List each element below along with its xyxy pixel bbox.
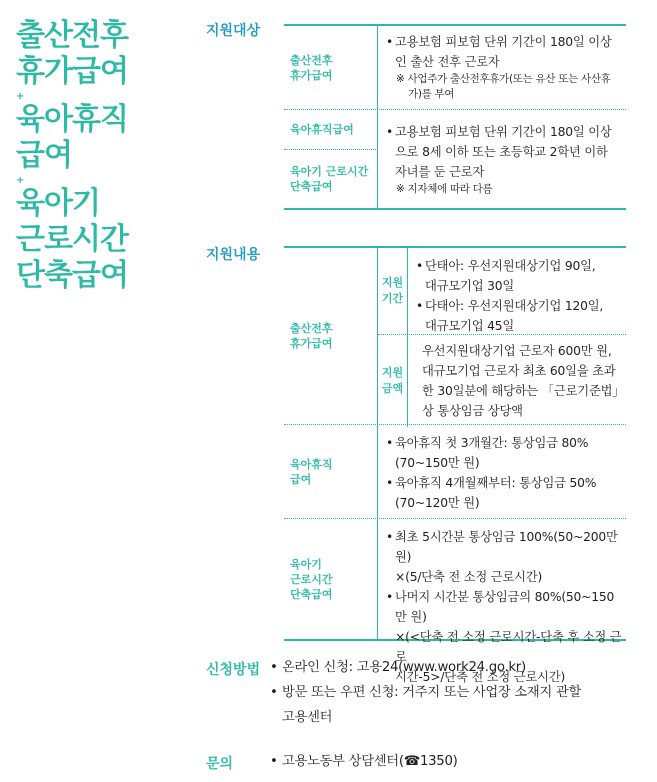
row-category: 출산전후 휴가급여 xyxy=(284,248,378,424)
amount-label: 지원 금액 xyxy=(378,335,408,427)
row-category: 육아기 근로시간 단축급여 xyxy=(284,519,378,639)
sub-row xyxy=(378,335,626,427)
row-category: 육아휴직 급여 xyxy=(284,425,378,518)
row-body: • 육아휴직 첫 3개월간: 통상임금 80% (70~150만 원) • 육아휴직 4개월째부터: 통상임금 50% (70~120만 원) xyxy=(386,436,597,510)
title-line: 단축급여 xyxy=(16,258,128,293)
title-plus: + xyxy=(16,175,24,186)
apply-body: • 온라인 신청: 고용24(www.work24.go.kr) • 방문 또는 우편 신청: 거주지 또는 사업장 소재지 관할 고용센터 xyxy=(270,660,582,725)
row-body: • 고용보험 피보험 단위 기간이 180일 이상으로 8세 이하 또는 초등학교 2학년 이하 자녀를 둔 근로자 ※ 지자체에 따라 다름 xyxy=(378,110,626,208)
title-line: 휴가급여 xyxy=(16,54,128,89)
sub-row xyxy=(378,248,626,335)
title-plus: + xyxy=(16,91,24,102)
table-row xyxy=(284,26,626,110)
inquiry-body: • 고용노동부 상담센터(☎1350) xyxy=(270,754,458,769)
period-label: 지원 기간 xyxy=(378,248,408,334)
row-category: 육아휴직급여 xyxy=(284,110,378,150)
row-category-group xyxy=(284,110,378,208)
eligibility-label: 지원대상 xyxy=(206,23,261,39)
apply-label: 신청방법 xyxy=(206,662,261,678)
row-category: 출산전후 휴가급여 xyxy=(284,26,378,109)
table-row xyxy=(284,425,626,519)
title-line: 근로시간 xyxy=(16,222,128,257)
table-row xyxy=(284,110,626,208)
eligibility-text: 고용보험 피보험 단위 기간이 180일 이상으로 8세 이하 또는 초등학교 2학년 이하 자녀를 둔 근로자 xyxy=(395,125,612,179)
table-row xyxy=(284,519,626,684)
content-label: 지원내용 xyxy=(206,247,261,263)
amount-body: 우선지원대상기업 근로자 600만 원, 대규모기업 근로자 최초 60일을 초과한 30일분에 해당하는 「근로기준법」상 통상임금 상당액 xyxy=(422,344,619,418)
eligibility-text: 고용보험 피보험 단위 기간이 180일 이상인 출산 전후 근로자 xyxy=(395,35,612,69)
row-category: 육아기 근로시간 단축급여 xyxy=(290,165,369,193)
eligibility-note: ※ 사업주가 출산전후휴가(또는 유산 또는 사산휴가)를 부여 xyxy=(396,73,611,100)
row-body: • 고용보험 피보험 단위 기간이 180일 이상인 출산 전후 근로자 ※ 사업주가 출산전후휴가(또는 유산 또는 사산휴가)를 부여 xyxy=(378,26,626,109)
title-line: 급여 xyxy=(16,138,72,173)
eligibility-note: ※ 지자체에 따라 다름 xyxy=(396,183,493,195)
table-row xyxy=(284,248,626,425)
page-title xyxy=(16,18,176,294)
title-line: 출산전후 xyxy=(16,18,128,53)
period-body: • 단태아: 우선지원대상기업 90일, 대규모기업 30일 • 다태아: 우선지원대상기업 120일, 대규모기업 45일 xyxy=(416,259,604,333)
eligibility-table xyxy=(284,24,626,210)
title-line: 육아기 xyxy=(16,186,100,221)
row-body: • 최초 5시간분 통상임금 100%(50~200만 원) ×(5/단축 전 소정 근로시간) • 나머지 시간분 통상임금의 80%(50~150만 원) ×(<단축 전 소정 근로시간-단축 후 소정 근로 시간-5>/단축 전 소정 근로시간) xyxy=(386,530,622,684)
title-line: 육아휴직 xyxy=(16,102,128,137)
inquiry-label: 문의 xyxy=(206,756,234,772)
content-table xyxy=(284,246,626,684)
